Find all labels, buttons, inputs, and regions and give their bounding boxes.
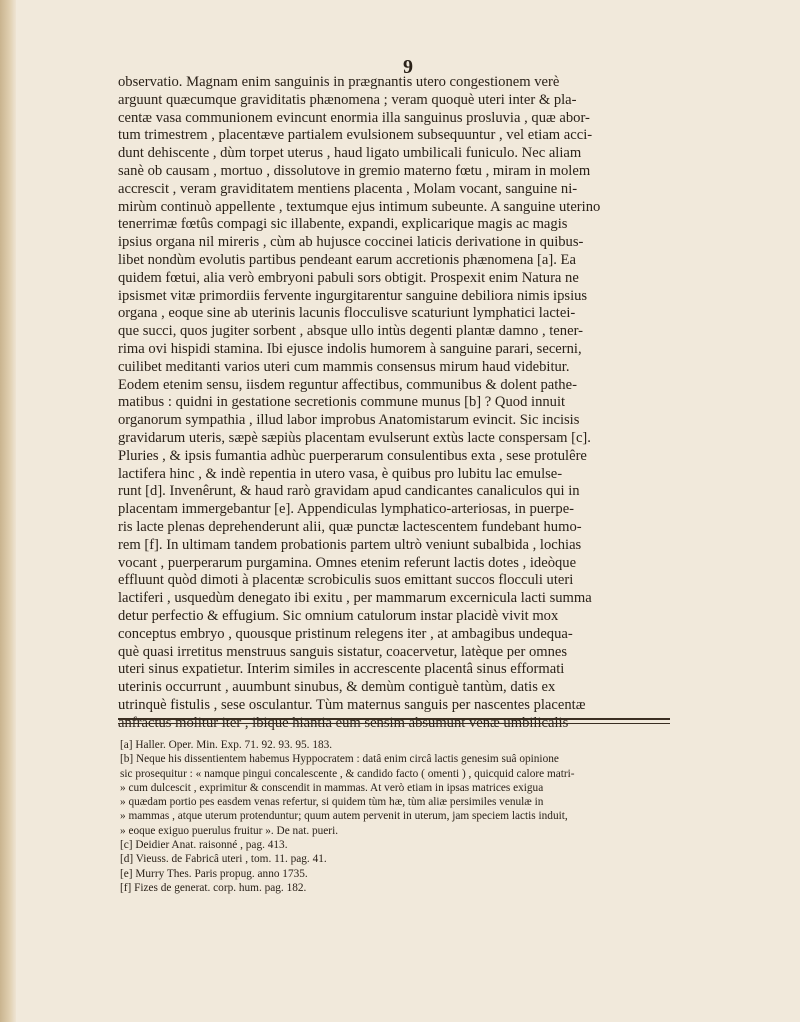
body-line: ris lacte plenas deprehenderunt alii, quæ punctæ lactescentem fundebant humo- <box>118 518 582 535</box>
body-line: uteri sinus expatietur. Interim similes in accrescente placentâ sinus efformati <box>118 661 565 678</box>
body-line: placentam immergebantur [e]. Appendiculas lymphatico-arteriosas, in puerpe- <box>118 501 575 518</box>
body-line: detur perfectio & effugium. Sic omnium catulorum instar placidè vivit mox <box>118 607 559 624</box>
body-line: centæ vasa communionem evincunt enormia illa sanguinus prosluvia , quæ abor- <box>118 109 590 126</box>
body-line: uterinis occurrunt , auumbunt sinubus, & demùm contiguè tantùm, datis ex <box>118 679 556 696</box>
body-line: gravidarum uteris, sæpè sæpiùs placentam evulserunt extùs lacte conspersam [c]. <box>118 429 591 446</box>
body-line: effluunt quòd dimoti à placentæ scrobiculis suos emittant succos flocculi uteri <box>118 572 574 589</box>
body-line: dunt dehiscente , dùm torpet uterus , haud ligato umbilicali funiculo. Nec aliam <box>118 145 582 162</box>
footnote-line: » cum dulcescit , exprimitur & conscendit in mammas. At verò etiam in ipsas matrices exigua <box>120 781 544 794</box>
footnote-separator-rule <box>118 718 670 724</box>
footnote-line: » mammas , atque uterum protenduntur; quum autem pervenit in uterum, jam speciem lactis induit, <box>120 810 568 823</box>
body-line: què quasi irretitus menstruus sanguis sistatur, coacervetur, latèque per omnes <box>118 643 568 660</box>
body-line: runt [d]. Invenêrunt, & haud rarò gravidam apud candicantes canaliculos qui in <box>118 483 580 500</box>
body-line: cuilibet meditanti varios uteri cum mammis consensus mirum haud videbitur. <box>118 358 570 375</box>
body-line: utrinquè fistulis , sese osculantur. Tùm maternus sanguis per nascentes placentæ <box>118 696 586 713</box>
footnote-line: sic prosequitur : « namque pingui concalescente , & candido facto ( omenti ) , quicquid calore matri- <box>120 767 575 780</box>
body-line: rima ovi hispidi stamina. Ibi ejusce indolis humorem à sanguine parari, secerni, <box>118 340 582 357</box>
body-line: ipsismet vitæ primordiis fervente ingurgitarentur sanguine debiliora nimis ipsius <box>118 287 588 304</box>
footnote-line: » eoque exiguo puerulus fruitur ». De nat. pueri. <box>120 824 339 837</box>
body-line: matibus : quidni in gestatione secretionis commune munus [b] ? Quod innuit <box>118 394 566 411</box>
book-binding-edge <box>0 0 16 1022</box>
body-line: arguunt quæcumque graviditatis phænomena ; veram quoquè uteri inter & pla- <box>118 91 577 108</box>
body-line: Eodem etenim sensu, iisdem reguntur affectibus, communibus & dolent pathe- <box>118 376 577 393</box>
footnote-line: [c] Deidier Anat. raisonné , pag. 413. <box>120 839 288 852</box>
body-line: vocant , puerperarum purgamina. Omnes etenim referunt lactis dotes , ideòque <box>118 554 577 571</box>
footnote-line: » quædam portio pes easdem venas refertur, si quidem tùm hæ, tùm aliæ persimiles venulæ in <box>120 796 544 809</box>
body-line: que succi, quos jugiter sorbent , absque ullo intùs degenti plantæ damno , tener- <box>118 323 583 340</box>
body-line: rem [f]. In ultimam tandem probationis partem ultrò veniunt subalbida , lochias <box>118 536 582 553</box>
body-line: mirùm continuò appellente , textumque ejus intimum subeunte. A sanguine uterino <box>118 198 601 215</box>
footnote-line: [f] Fizes de generat. corp. hum. pag. 182. <box>120 881 307 894</box>
body-line: conceptus embryo , quousque pristinum relegens iter , at ambagibus undequa- <box>118 625 573 642</box>
book-page <box>16 0 800 1022</box>
body-line: Pluries , & ipsis fumantia adhùc puerperarum consulentibus exta , sese protulêre <box>118 447 587 464</box>
body-line: lactifera hinc , & indè repentia in utero vasa, è quibus pro lubitu lac emulse- <box>118 465 563 482</box>
body-line: sanè ob causam , mortuo , dissolutove in gremio materno fœtu , miram in molem <box>118 162 591 179</box>
body-line: lactiferi , usquedùm denegato ibi exitu , per mammarum excernicula lacti summa <box>118 590 592 607</box>
footnote-line: [b] Neque his dissentientem habemus Hyppocratem : datâ enim circâ lactis genesim suâ opinione <box>120 753 559 766</box>
body-line: accrescit , veram graviditatem mentiens placenta , Molam vocant, sanguine ni- <box>118 180 578 197</box>
body-line: organorum sympathia , illud labor improbus Anatomistarum evincit. Sic incisis <box>118 412 580 429</box>
footnotes <box>120 738 670 895</box>
body-line: anfractus molitur iter , ibique hiantia eum sensim absumunt venæ umbilicalis <box>118 714 569 731</box>
footnote-line: [e] Murry Thes. Paris propug. anno 1735. <box>120 867 308 880</box>
body-line: tenerrimæ fœtûs compagi sic illabente, expandi, explicarique magis ac magis <box>118 216 568 233</box>
body-line: quidem fœtui, alia verò embryoni pabuli sors obtigit. Prospexit enim Natura ne <box>118 269 579 286</box>
footnote-line: [a] Haller. Oper. Min. Exp. 71. 92. 93. 95. 183. <box>120 739 333 751</box>
body-line: observatio. Magnam enim sanguinis in prægnantis utero congestionem verè <box>118 74 560 90</box>
page-number: 9 <box>403 56 413 78</box>
footnote-line: [d] Vieuss. de Fabricâ uteri , tom. 11. pag. 41. <box>120 853 327 866</box>
body-line: libet nondùm evolutis partibus pendeant earum accretionis phænomena [a]. Ea <box>118 251 576 268</box>
body-text <box>118 74 670 732</box>
body-line: tum trimestrem , placentæve partialem evulsionem subsequuntur , vel etiam acci- <box>118 127 593 144</box>
body-line: ipsius organa nil mireris , cùm ab hujusce coccinei laticis derivatione in quibus- <box>118 234 584 251</box>
body-line: organa , eoque sine ab uterinis lacunis flocculisve scaturiunt lymphatici lactei- <box>118 305 576 322</box>
